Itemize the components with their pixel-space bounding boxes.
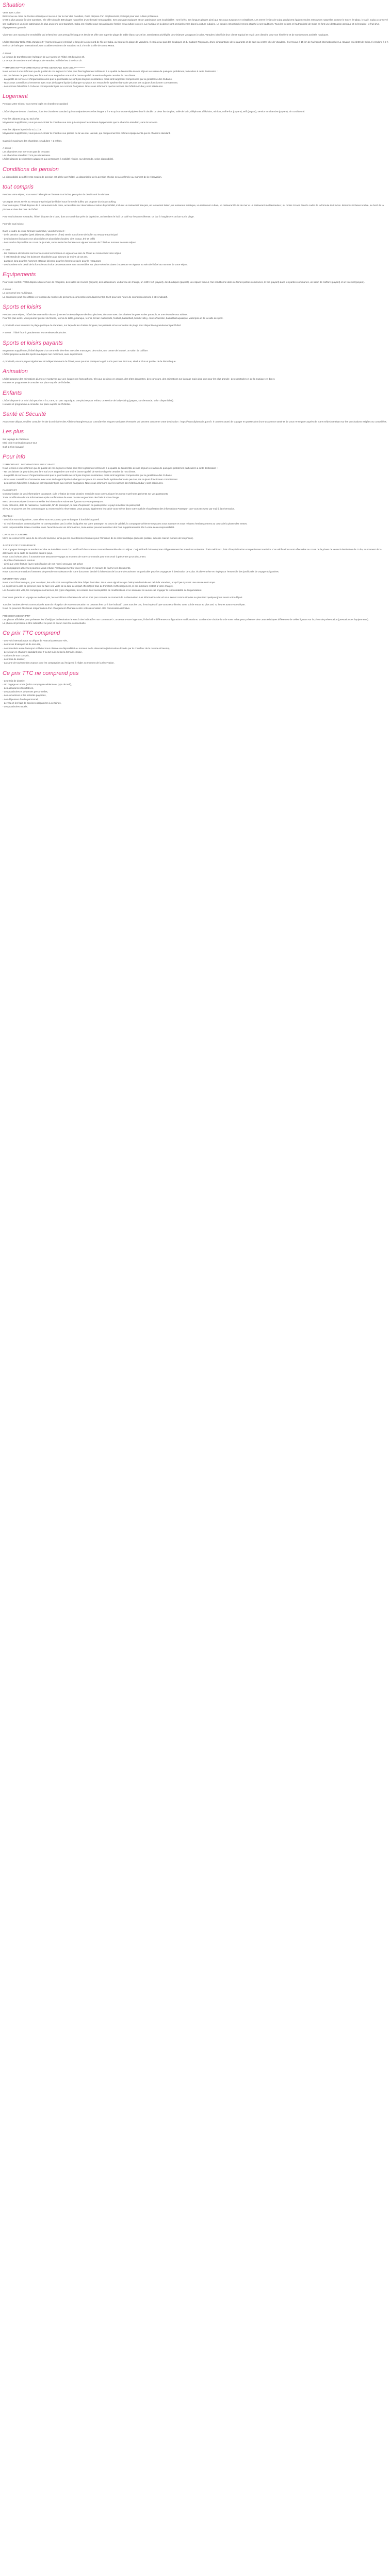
- paragraph: La longue de transfert entre l'aéroport de La Havane et l'hôtel est d'environ 2h.: [3, 55, 85, 58]
- section: [3, 630, 388, 665]
- paragraph-spacer: [3, 135, 388, 139]
- paragraph: Tous les horaires de vols communiqués avant la réception de votre convocation ne pouvant être qu'à titre indicatif. Dans tous les cas, il est impératif que vous reconfirmiez votre vol de retour au plus tard 72 heures avant votre départ.: [3, 603, 246, 606]
- paragraph: - Nous vous conseillons d'emmener avec vous de l'argent liquide à changer sur place. En revanche le système bancaire peut ne pas toujours fonctionner correctement.: [3, 478, 178, 481]
- section-title: Enfants: [3, 389, 22, 396]
- section-title: Equipements: [3, 271, 36, 278]
- paragraph: A noter :: [3, 248, 12, 251]
- paragraph: L'hôtel dispose de chambres adaptées aux personnes à mobilité réduite, sur demande, selon disponibilité.: [3, 158, 114, 161]
- paragraph-spacer: [3, 211, 388, 215]
- paragraph-spacer: [3, 29, 388, 33]
- paragraph: - Le visa et les frais de services obligatoires à certaines,: [3, 701, 61, 704]
- paragraph: - Si les informations communiquées ne correspondent pas à celles indiquées sur votre passeport au cours de validité, la compagnie aérienne ne pourra vous accepter et vous refusera l'embarquement au cours de la phase des ventes.: [3, 522, 248, 525]
- paragraph: Si vous ne pouvez pas les communiquer au moment de la réservation, vous pouvez également les saisir vous-même dans votre outil de récupération des informations Passeport que vous recevrez par mail à la réservation.: [3, 507, 235, 511]
- paragraph: Vivement une eau marine ensoleillée qui s'étend sur une presqu'île longue et étroite et offre une superbe plage de sable blanc sur 22 km. Destination privilégiée des visiteurs voyageant à Cuba, Varadero bénéficie d'un climat tropical et reçoit une clientèle pour son hôtellerie et de nombreuses activités nautiques.: [3, 33, 329, 37]
- paragraph: - Les infos sont obligatoires ; sans elles vous ne pourrez pas embarquer à bord de l'appareil.: [3, 518, 100, 521]
- section: [3, 670, 388, 709]
- paragraph: Pour votre confort, l'hôtel dispose d'un service de réception, des salles de réunion (payant), des ascenseurs, un bureau de change, un coffre-fort (payant), des boutiques (payant), un espace fumeur, l'air conditionné dans certaines parties communes, le wifi (payant) dans les parties communes, un salon de coiffure (payant) et un Internet (payant).: [3, 280, 365, 283]
- section-title: Sports et loisirs payants: [3, 340, 63, 346]
- paragraph-spacer: [3, 356, 388, 360]
- paragraph: Pour vous garantir un voyage au meilleur prix, les conditions et horaires de vol ne sont pas connues au moment de la réservation. Les informations de vol vous seront communiquées au plus tard quelques jours avant votre départ.: [3, 596, 243, 599]
- paragraph: Pendant votre séjour, l'hôtel Iberostar Bella Vista 5* (normes locales) dispose de deux piscines, dont une avec des chaises longues et des parasols, et une réservée aux adultes.: [3, 313, 188, 316]
- paragraph: L'hôtel propose des animations diurnes et nocturnes par une équipe non francophone, très que des jeux en groupe, des tétes dansantes, des concours, des animations sur la plage mais ainsi que pour les plus grands ; des spectacles et de la musique en direct.: [3, 378, 275, 381]
- paragraph: - Les horaires et le détail de la formule tout inclus des restaurants sont accessibles sur place selon les dates d'ouverture en vigueur au sein de l'hôtel au moment de votre séjour.: [3, 263, 188, 266]
- paragraph: - Les transferts entre l'aéroport et l'hôtel sous réserve de disponibilité au moment de la réservation (information donnée par le chauffeur de la navette si besoin),: [3, 647, 170, 650]
- paragraph-spacer: [3, 226, 388, 229]
- paragraph-spacer: [3, 611, 388, 614]
- paragraph: JUSTIFICATIF D'ASSURANCE: [3, 544, 36, 547]
- paragraph: La photo est présente à titre indicatif et ne peut en aucun cas être contractuelle.: [3, 621, 87, 624]
- paragraph: Toute modification de vos informations après confirmation de votre dossier engendrera des frais à votre charge.: [3, 496, 120, 499]
- paragraph: Pour vos boissons et snacks, l'hôtel dispose de 6 bars, dont un snack-bar près de la piscine, un bar dans le hall, un café sur l'espace détente, un bar à l'anglaise et un bar sur la plage.: [3, 215, 194, 218]
- paragraph: Pendant votre séjour, vous serez hébergés en formule tout inclus, pour plus de détails voir la rubrique.: [3, 193, 110, 196]
- paragraph-spacer: [3, 327, 388, 331]
- paragraph: Bienvenue au cœur de l'océan Atlantique et au seuil par la mer des Caraïbes, Cuba dispose d'un emplacement privilégié pour une culture préservée.: [3, 15, 159, 18]
- paragraph: - Les normes hôtelières à Cuba ne correspondent pas aux normes françaises. Nous vous informons que les normes des hôtels à Cuba y sont inférieures.: [3, 85, 164, 88]
- paragraph: - La qualité de service et d'organisation ainsi que la ponctualité ne sont pas toujours constantes, mais sont largement compensées par la gentillesse des Cubains.: [3, 77, 173, 80]
- paragraph-spacer: [3, 592, 388, 596]
- paragraph: Nous ne pouvons être tenus responsables d'un changement d'horaires entre votre réservation et la convocation définitive.: [3, 607, 131, 610]
- paragraph: - La formule tout compris,: [3, 654, 30, 657]
- paragraph: Le personnel est multilingue.: [3, 292, 33, 295]
- paragraph: A savoir :: [3, 146, 12, 149]
- paragraph: A savoir :: [3, 288, 12, 291]
- paragraph: - Les frais de dossier,: [3, 658, 25, 661]
- paragraph: - Un bagage en soute (selon compagnie aérienne et type de tarif),: [3, 683, 72, 686]
- paragraph: L'hôtel Iberostar Bella Vista Varadero 5* (normes locales) est situé le long de la côte nord de l'île de Cuba, au bord de la plage de Varadero. Il est à deux pas des boutiques et du Cabaret Tropicana, d'une cinquantaine de restaurants et de bars au centre ville de Varadero. Il se trouve à 15 km de l'aéroport international de La Havane et à 1h30 de Cuba. Il est donc à 2 h environ de l'aéroport international Juan Gualberto Gómez de Varadero et à 2 km de la ville de Santa Marta.: [3, 41, 388, 47]
- paragraph: - Nous vous conseillons d'emmener avec vous de l'argent liquide à changer sur place. En revanche le système bancaire peut ne pas toujours fonctionner correctement.: [3, 81, 178, 84]
- paragraph: Pour vos repas, l'hôtel dispose de 4 restaurants à la carte, accessibles sur réservation et selon disponibilité, incluant un restaurant français, un restaurant italien, un restaurant asiatique, un restaurant cubain, un restaurant fruits de mer et un restaurant méditerranéen ; au moins 18 ans dans le cadre de la formule tout inclus. Boissons incluses à table, au bord de la piscine et dans les bars de l'hôtel.: [3, 204, 384, 211]
- section: [3, 166, 388, 179]
- paragraph: A savoir : l'hôtel fournit gratuitement les serviettes de piscine.: [3, 331, 67, 334]
- section-title: Ce prix TTC ne comprend pas: [3, 670, 79, 676]
- paragraph: - ainsi que votre facture (avec spécification de vos noms) prouvant cet achat: [3, 563, 83, 566]
- paragraph: La disponibilité des différents modes de pension est gérée par l'hôtel. La disponibilité de la pension choisie sera confirmée au moment de la réservation.: [3, 175, 162, 178]
- paragraph: Moyennant supplément, vous pouvez choisir la chambre vue mer qui comprend les mêmes équipements que la chambre standard, sans la terrasse.: [3, 121, 158, 124]
- paragraph: Golf à 2 km (payant): [3, 445, 24, 448]
- paragraph-spacer: [3, 529, 388, 533]
- paragraph: Les photos affichées pour présenter les hôtel(s) et la destination le sont à titre indicatif et non contractuel. Concernant votre logement, l'hôtel offre différentes configurations et décorations. La chambre choisie lors de votre achat peut présenter des caractéristiques différentes de celles figurant sur la photo de présentation (prestations et équipements).: [3, 618, 369, 621]
- section-title: Situation: [3, 2, 25, 8]
- paragraph-spacer: [3, 62, 388, 66]
- paragraph: - La carte de tourisme (en avance pour les compagnies qui l'exigent) à régler au moment de la réservation.: [3, 662, 115, 665]
- section-title: tout compris: [3, 183, 34, 190]
- paragraph: - Les pourboires et dépenses personnelles,: [3, 690, 48, 693]
- sections-container: [3, 2, 388, 708]
- paragraph: - Les excursions et les activités payantes,: [3, 694, 46, 697]
- paragraph-spacer: [3, 284, 388, 287]
- section: [3, 411, 388, 423]
- paragraph: - Les assurances facultatives,: [3, 686, 34, 689]
- section-title: Sports et loisirs: [3, 303, 42, 310]
- paragraph: - Les taxes d'aéroport et de sécurité,: [3, 643, 41, 646]
- section: [3, 368, 388, 384]
- paragraph: La connexion peut être difficile en fonction du nombre de personnes connectées simultanément (1 CUC pour une heure de connexion donnée à titre indicatif).: [3, 295, 168, 298]
- section: [3, 454, 388, 625]
- paragraph: PASSEPORT: [3, 489, 17, 492]
- paragraph: - Les normes hôtelières à Cuba ne correspondent pas aux normes françaises. Nous vous informons que les normes des hôtels à Cuba y sont inférieures.: [3, 481, 164, 484]
- section-title: Logement: [3, 93, 28, 100]
- paragraph: ***IMPORTANT***INFORMATIONS OFFRE GENERALE SUR CUBA***********: [3, 66, 86, 70]
- paragraph: Vos repas seront servis au restaurant principal de l'hôtel sous forme de buffet, qui propose du show cooking.: [3, 200, 117, 204]
- paragraph: INFORMATION VOLS: [3, 578, 26, 581]
- paragraph-spacer: [3, 113, 388, 117]
- paragraph: Pour les départs jusqu'au 31/10/19 :: [3, 117, 41, 120]
- paragraph: Horaires et programme à consulter sur place auprès de l'hôtelier.: [3, 381, 71, 384]
- paragraph: - Les frais de dossier,: [3, 679, 25, 682]
- paragraph: Les compagnies aériennes pourront vous refuser l'embarquement si vous n'êtes pas en mesure de fournir ces documents.: [3, 566, 131, 569]
- paragraph-spacer: [3, 106, 388, 110]
- paragraph: Pour les départs à partir du 01/11/19 :: [3, 128, 42, 131]
- paragraph: Nous vous invitons donc à souscrire une assurance voyage au moment de votre commande pour n'en avoir à présenter qu'un document.: [3, 555, 146, 558]
- paragraph-spacer: [3, 573, 388, 577]
- paragraph: Dans le cadre de votre formule tout inclus, vous bénéficiez :: [3, 230, 66, 233]
- paragraph-spacer: [3, 143, 388, 146]
- paragraph: Capacité maximum des chambres : 2 adultes + 1 enfant.: [3, 139, 62, 142]
- paragraph-spacer: [3, 124, 388, 128]
- paragraph: Nous vous informons que, pour ce séjour, les vols sont susceptibles de faire l'objet d'escales. Nous vous signalons que l'aéroport d'arrivée est celui de Varadero, et qu'il peut y avoir une escale en Europe.: [3, 581, 216, 584]
- paragraph: La temps de transfert entre l'aéroport de Varadero et l'hôtel est d'environ 2h.: [3, 59, 83, 62]
- paragraph: - La qualité de service et d'organisation ainsi que la ponctualité ne sont pas toujours constantes, mais sont largement compensées par la gentillesse des Cubains.: [3, 474, 173, 477]
- paragraph: Les chambres vue mer n'ont pas de terrasse.: [3, 150, 51, 154]
- paragraph: CARTE DE TOURISME: [3, 533, 28, 536]
- section: [3, 340, 388, 364]
- paragraph: ***IMPORTANT : INFORMATIONS SUR CUBA***: [3, 463, 55, 466]
- paragraph-spacer: [3, 48, 388, 52]
- paragraph-spacer: [3, 485, 388, 488]
- paragraph: - Ne pas laisser de pourboire peut être mal vu et engendrer une moins bonne qualité de service d'après certains de nos clients.: [3, 74, 136, 77]
- section: [3, 390, 388, 406]
- paragraph: PRÉCISION DESCRIPTIF: [3, 614, 30, 617]
- section: [3, 429, 388, 449]
- paragraph: Tout voyageur étranger se rendant à Cuba se doit d'être muni d'un justificatif d'assurance couvrant l'ensemble de son séjour. Ce justificatif doit comporter obligatoirement les mentions suivantes : frais médicaux, frais d'hospitalisation et rapatriement sanitaire. Ces vérifications sont effectuées au cours de la phase de vente à destination de Cuba, au moment de la délivrance de la carte de tourisme dans le pays.: [3, 548, 382, 554]
- paragraph: Merci de communiquer à votre conseiller les informations suivantes figurant sur votre passeport :: [3, 500, 104, 503]
- paragraph: A proximité vous trouverez la plage publique de Varadero, sur laquelle les chaises longues, les parasols et les serviettes de plage sont disponibles gratuitement par l'hôtel.: [3, 324, 182, 327]
- paragraph: Moyennant supplément, vous pouvez choisir la chambre vue piscine ou la vue mer latérale, qui comprennent les mêmes équipements que la chambre standard.: [3, 132, 171, 135]
- section: [3, 93, 388, 161]
- paragraph: Nous tenons à vous informer que la qualité de nos séjours à Cuba peut être légèrement inférieure à la qualité de l'ensemble de nos séjours en raison de quelques problèmes particuliers à cette destination :: [3, 70, 218, 73]
- paragraph: - Les pourboires usuels.: [3, 705, 28, 708]
- paragraph: C'est la plus grande île des Caraïbes, elle offre plus de 300 plages naturelles d'une beauté remarquable. Ses paysages typiques et son patrimoine sont inoubliables : ses forêts, ses longues plages ainsi que ses eaux turquoise et cristallines. Les terres fertiles de Cuba produisent également des ressources naturelles comme le sucre, le tabac, le café. Cuba a conservé ses traditions et un riche patrimoine, la plus ancienne des Caraïbes, Cuba est réputée pour son ambiance festive et sa culture colorée. La musique et la danse sont omniprésentes dans la culture cubaine. Le peuple est particulièrement attaché à ses traditions. Tous les trésors et l'authenticité de Cuba en font une destination atypique et mémorable, le fruit d'un dépaysement garanti !: [3, 19, 388, 29]
- paragraph-spacer: [3, 511, 388, 514]
- paragraph: L'hôtel dispose de 827 chambres, dont les chambres standard qui sont réparties entre les étages 1 à 9 et qui sont toute équipées d'un lit double ou deux lits simples, salle de bain, téléphone, télévision, minibar, coffre-fort (payant), Wifi (payant), service en chambre (payant), air conditionné.: [3, 110, 305, 113]
- section-title: Ce prix TTC comprend: [3, 630, 60, 637]
- paragraph: A proximité, encore payant également et indépendamment de l'hôtel, vous pourrez pratiquer le golf sur le parcours 18 trous, situé à 2 km et profiter de la discothèque.: [3, 360, 176, 363]
- paragraph-spacer: [3, 196, 388, 200]
- section-title: Pour info: [3, 453, 26, 460]
- paragraph: Merci de conserver le talon de la carte de tourisme, ainsi que les coordonnées fournies pour l'émission de la carte touristique (adresse postale, adresse mail et numéro de téléphone).: [3, 537, 194, 540]
- section: [3, 2, 388, 88]
- paragraph: - la police d'assurance retenue: [3, 559, 35, 562]
- paragraph: Nous vous recommandons fortement de prendre connaissance de notre document destiné à l'obtention de la carte de tourisme, en particulier pour les voyageurs à destination de Cuba. Ils doivent être en règle pour l'ensemble des justificatifs de voyage obligatoires.: [3, 570, 280, 573]
- paragraph: Le départ de la ville de province peut se faire à la veille de la date de départ effectif (les frais de transfert et d'hébergement, le cas échéant, restent à votre charge).: [3, 585, 173, 588]
- paragraph: Avant votre départ, veuillez consulter le site du ministère des Affaires étrangères pour connaître les risques sanitaires éventuels qui peuvent concerner votre destination : https://www.diplomatie.gouv.fr. Il convient aussi de voyager en possession d'une assurance santé et de vous renseigner auprès de votre médecin traitant sur les vaccinations exigées ou conseillées.: [3, 420, 387, 423]
- section-title: Conditions de pension: [3, 166, 59, 173]
- paragraph-spacer: [3, 540, 388, 544]
- paragraph: - Le séjour en chambre standard pour 7 ou 12 nuits selon la formule choisie,: [3, 650, 83, 653]
- section-title: Animation: [3, 368, 28, 375]
- paragraph: Nous tenons à vous informer que la qualité de nos séjours à Cuba peut être légèrement inférieure à la qualité de l'ensemble de nos séjours en raison de quelques problèmes particuliers à cette destination :: [3, 467, 218, 469]
- paragraph: Venir avec Cuba !: [3, 11, 22, 14]
- paragraph: Moyennant supplément, l'hôtel dispose d'un centre de bien-être avec des massages, des soins, une centre de beauté, un salon de coiffure.: [3, 349, 149, 352]
- paragraph: L'hôtel dispose d'un mini club pour les 4 à 12 ans, un parc aquatique, une piscine pour enfant, un service de baby-sitting (payant, sur demande, selon disponibilité).: [3, 399, 174, 402]
- paragraph-spacer: [3, 218, 388, 222]
- paragraph: - pantalon long pour les hommes et tenue décente pour les femmes exigée pour le restaurant.: [3, 259, 102, 262]
- paragraph: - Les vols internationaux au départ de France/La Havane A/R,: [3, 639, 68, 642]
- paragraph-spacer: [3, 244, 388, 248]
- section-title: Santé et Sécurité: [3, 411, 46, 417]
- paragraph: Les chambres standard n'ont pas de terrasse.: [3, 154, 51, 157]
- section: [3, 272, 388, 299]
- section-title: Les plus: [3, 429, 24, 435]
- section: [3, 184, 388, 266]
- paragraph: Les horaires des vols, les compagnies aériennes, les types d'appareil, les escales sont susceptibles de modifications et ne sauraient en aucun cas engager la responsabilité de l'organisateur.: [3, 588, 202, 591]
- paragraph-spacer: [3, 599, 388, 603]
- paragraph-spacer: [3, 37, 388, 40]
- paragraph: Pendant votre séjour, vous serez logés en chambres standard.: [3, 103, 69, 106]
- paragraph: - des boissons (boissons non alcoolisées et alcoolisées locales, vins locaux, thé et café): [3, 237, 95, 240]
- paragraph: Mini club et animations pour tous: [3, 442, 38, 445]
- paragraph: Nom, prénoms, date de naissance, nationalité, N° de passeport, la date d'expiration du passeport et le pays émetteur du passeport.: [3, 503, 141, 506]
- paragraph: - des snacks disponibles en cours de journée, servis selon les horaires en vigueur au sein de l'hôtel au moment de votre séjour.: [3, 241, 137, 244]
- paragraph: L'hôtel propose aussi des sports nautiques non motorisés, avec supplément.: [3, 352, 83, 355]
- paragraph-spacer: [3, 320, 388, 324]
- paragraph: Communication de vos informations passeport : à la création de votre dossier, merci de nous communiquer les noms et prénoms présents sur vos passeports.: [3, 493, 169, 496]
- paragraph: Pour les plus actifs, vous pourrez profiter du fitness, tennis de table, pétanque, tennis, terrain multisports, football, basketball, beach-volley, cours d'aérobic, basketball aquatique, waterpolo et de la salle de sport.: [3, 316, 223, 319]
- section: [3, 304, 388, 335]
- paragraph: Horaires et programme à consulter sur place auprès de l'hôtelier.: [3, 402, 71, 405]
- paragraph: - il est interdit de servir les boissons alcoolisées aux mineurs de moins de 18 ans,: [3, 256, 88, 259]
- paragraph: - les boissons alcoolisées sont servies selon les horaires en vigueur au sein de l'hôtel au moment de votre séjour.: [3, 252, 122, 255]
- paragraph: Sur la plage de Varadero: [3, 438, 29, 441]
- paragraph: Votre responsabilité totale et entière dans l'exactitude de vos informations, toute erreur pouvant entraîner des frais supplémentaires liés à votre seule responsabilité.: [3, 526, 175, 529]
- paragraph: A savoir :: [3, 52, 12, 55]
- paragraph: - Les dépenses d'ordre personnel,: [3, 698, 39, 701]
- paragraph: Formule tout inclus :: [3, 222, 24, 225]
- paragraph: - de la pension complète (petit déjeuner, déjeuner et dîner) servie sous forme de buffet au restaurant principal: [3, 233, 118, 236]
- paragraph: - Ne pas laisser de pourboire peut être mal vu et engendrer une moins bonne qualité de service d'après certains de nos clients.: [3, 470, 136, 473]
- paragraph: Attention :: [3, 515, 13, 518]
